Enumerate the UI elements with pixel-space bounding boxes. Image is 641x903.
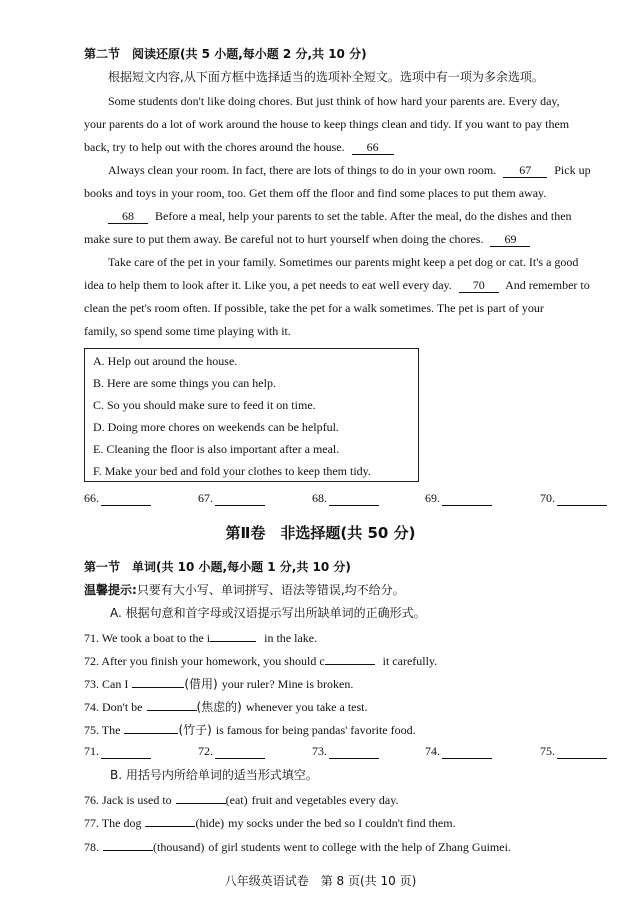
question-72: 72. After you finish your homework, you should c it carefully. (84, 654, 438, 668)
section2-title: 第二节 阅读还原(共 5 小题,每小题 2 分,共 10 分) (84, 47, 367, 61)
answer-67: 67. (198, 491, 265, 506)
blank-68[interactable]: 68 (108, 209, 148, 224)
answer-71: 71. (84, 744, 151, 759)
blank-73[interactable] (132, 675, 184, 688)
tip-label: 温馨提示: (84, 583, 137, 597)
answer-75: 75. (540, 744, 607, 759)
answer-70: 70. (540, 491, 607, 506)
blank-67[interactable]: 67 (503, 163, 547, 178)
question-75: 75. The (竹子) is famous for being pandas' favorite food. (84, 723, 416, 737)
tip-line (84, 582, 405, 598)
blank-77[interactable] (145, 814, 195, 827)
tip-text: 只要有大小写、单词拼写、语法等错误,均不给分。 (136, 583, 405, 597)
passage-line (84, 231, 530, 247)
answer-blank[interactable] (557, 493, 607, 506)
passage-text: idea to help them to look after it. Like you, a pet needs to eat well every day. (84, 278, 452, 292)
page-footer: 八年级英语试卷 第 8 页(共 10 页) (224, 874, 417, 888)
blank-66[interactable]: 66 (352, 140, 394, 155)
answer-blank[interactable] (101, 493, 151, 506)
answer-73: 73. (312, 744, 379, 759)
options-box (84, 348, 419, 482)
passage-line: Take care of the pet in your family. Sometimes our parents might keep a pet dog or cat. It's a good (108, 255, 579, 269)
blank-69[interactable]: 69 (490, 232, 530, 247)
option-c: C. So you should make sure to feed it on time. (93, 398, 316, 412)
answer-69: 69. (425, 491, 492, 506)
answer-66: 66. (84, 491, 151, 506)
passage-line: books and toys in your room, too. Get them off the floor and find some places to put them away. (84, 186, 547, 200)
passage-line (108, 162, 591, 178)
question-78: 78. (thousand) of girl students went to college with the help of Zhang Guimei. (84, 840, 511, 854)
passage-text: Before a meal, help your parents to set the table. After the meal, do the dishes and then (155, 209, 572, 223)
passage-text: back, try to help out with the chores around the house. (84, 140, 345, 154)
passage-text: And remember to (505, 278, 590, 292)
option-f: F. Make your bed and fold your clothes to keep them tidy. (93, 464, 371, 478)
passage-line: family, so spend some time playing with it. (84, 324, 291, 338)
passage-line: Some students don't like doing chores. But just think of how hard your parents are. Every day, (108, 94, 560, 108)
blank-76[interactable] (176, 791, 226, 804)
option-e: E. Cleaning the floor is also important after a meal. (93, 442, 340, 456)
answer-blank[interactable] (442, 493, 492, 506)
option-b: B. Here are some things you can help. (93, 376, 276, 390)
passage-line: clean the pet's room often. If possible, take the pet for a walk sometimes. The pet is part of your (84, 301, 544, 315)
section2-instruction: 根据短文内容,从下面方框中选择适当的选项补全短文。选项中有一项为多余选项。 (108, 70, 544, 84)
question-74: 74. Don't be (焦虑的) whenever you take a test. (84, 700, 368, 714)
option-d: D. Doing more chores on weekends can be helpful. (93, 420, 339, 434)
part2-title: 第Ⅱ卷 非选择题(共 50 分) (225, 524, 416, 542)
answer-blank[interactable] (101, 746, 151, 759)
blank-74[interactable] (147, 698, 197, 711)
answer-blank[interactable] (215, 493, 265, 506)
sub-a-instruction: A. 根据句意和首字母或汉语提示写出所缺单词的正确形式。 (110, 606, 426, 620)
answer-68: 68. (312, 491, 379, 506)
blank-78[interactable] (103, 838, 153, 851)
question-77: 77. The dog (hide) my socks under the bed so I couldn't find them. (84, 816, 456, 830)
passage-text: make sure to put them away. Be careful not to hurt yourself when doing the chores. (84, 232, 484, 246)
blank-75[interactable] (124, 721, 178, 734)
passage-line (84, 277, 590, 293)
blank-71[interactable] (210, 629, 256, 642)
passage-line (108, 208, 572, 224)
blank-72[interactable] (325, 652, 375, 665)
passage-line: your parents do a lot of work around the house to keep things clean and tidy. If you want to pay them (84, 117, 570, 131)
answer-72: 72. (198, 744, 265, 759)
passage-line (84, 139, 394, 155)
answer-blank[interactable] (329, 746, 379, 759)
question-71: 71. We took a boat to the i in the lake. (84, 631, 318, 645)
answer-blank[interactable] (557, 746, 607, 759)
question-76: 76. Jack is used to (eat) fruit and vegetables every day. (84, 793, 399, 807)
question-73: 73. Can I (借用) your ruler? Mine is broken. (84, 677, 354, 691)
passage-text: Pick up (554, 163, 591, 177)
answer-blank[interactable] (442, 746, 492, 759)
sub-b-instruction: B. 用括号内所给单词的适当形式填空。 (110, 768, 318, 782)
section1-title: 第一节 单词(共 10 小题,每小题 1 分,共 10 分) (84, 560, 351, 574)
passage-text: Always clean your room. In fact, there are lots of things to do in your own room. (108, 163, 497, 177)
answer-blank[interactable] (329, 493, 379, 506)
answer-74: 74. (425, 744, 492, 759)
answer-blank[interactable] (215, 746, 265, 759)
option-a: A. Help out around the house. (93, 354, 238, 368)
blank-70[interactable]: 70 (459, 278, 499, 293)
